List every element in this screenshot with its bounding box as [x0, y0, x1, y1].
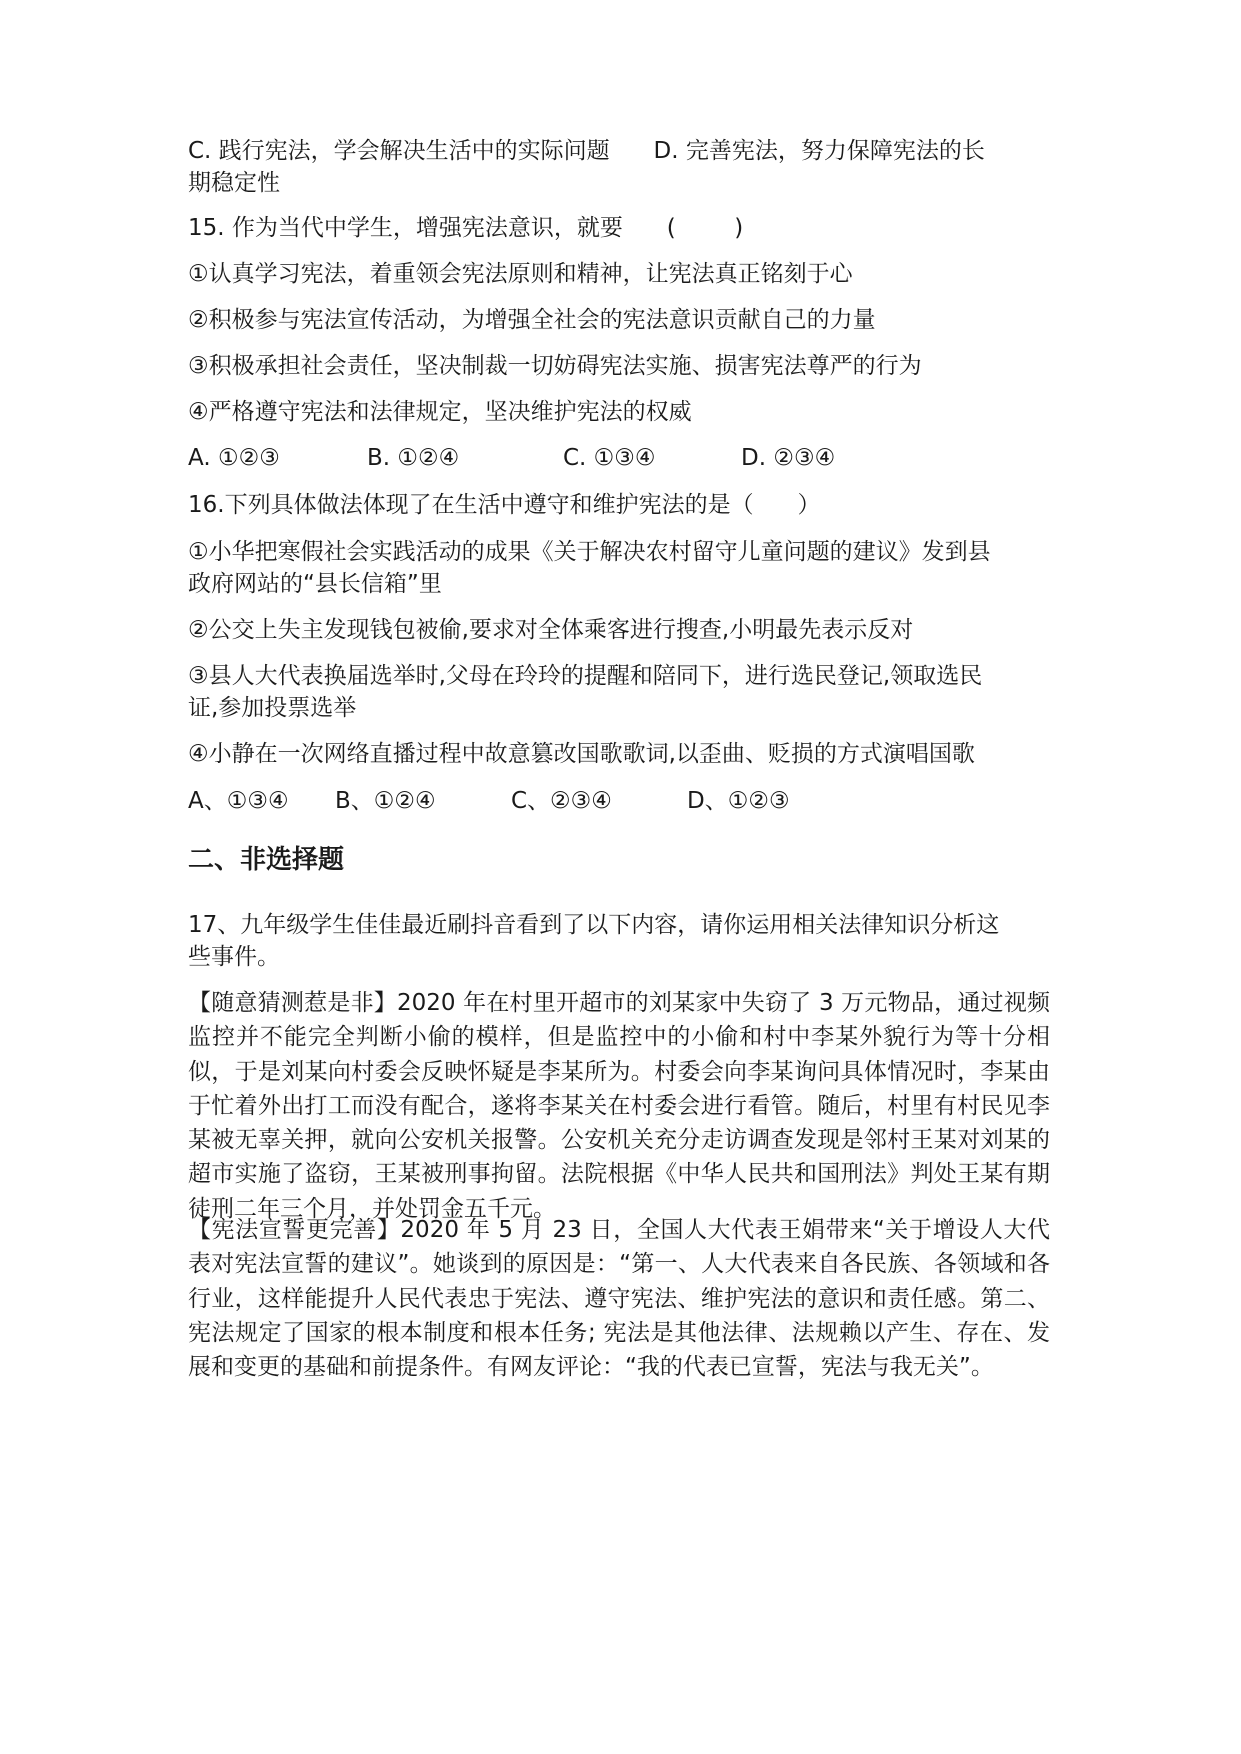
q16-item-3-line-2: 证,参加投票选举 — [188, 695, 357, 721]
q16-option-b: B、①②④ — [335, 788, 436, 814]
q17-stem-line-1: 17、九年级学生佳佳最近刷抖音看到了以下内容，请你运用相关法律知识分析这 — [188, 912, 1000, 938]
q16-stem: 16.下列具体做法体现了在生活中遵守和维护宪法的是（ ） — [188, 492, 821, 518]
section-heading-non-choice: 二、非选择题 — [188, 845, 345, 875]
q16-item-3-line-1: ③县人大代表换届选举时,父母在玲玲的提醒和陪同下，进行选民登记,领取选民 — [188, 663, 983, 689]
q16-item-2: ②公交上失主发现钱包被偷,要求对全体乘客进行搜查,小明最先表示反对 — [188, 617, 914, 643]
q14-option-line-2: 期稳定性 — [188, 170, 280, 196]
q15-option-c: C. ①③④ — [563, 445, 656, 471]
q15-stem: 15. 作为当代中学生，增强宪法意识，就要 ( ) — [188, 215, 744, 241]
q17-case-1: 【随意猜测惹是非】2020 年在村里开超市的刘某家中失窃了 3 万元物品，通过视频监控并不能完全判断小偷的模样，但是监控中的小偷和村中李某外貌行为等十分相似，于是刘某向村委会反映怀疑是李某所为。村委会向李某询问具体情况时，李某由于忙着外出打工而没有配合，遂将李某关在村委会进行看管。随后，村里有村民见李某被无辜关押，就向公安机关报警。公安机关充分走访调查发现是邻村王某对刘某的超市实施了盗窃，王某被刑事拘留。法院根据《中华人民共和国刑法》判处王某有期徒刑二年三个月，并处罚金五千元。 — [188, 990, 1050, 1222]
q16-item-1-line-2: 政府网站的“县长信箱”里 — [188, 571, 442, 597]
q14-option-line-1: C. 践行宪法，学会解决生活中的实际问题 D. 完善宪法，努力保障宪法的长 — [188, 138, 985, 164]
q16-item-4: ④小静在一次网络直播过程中故意篡改国歌歌词,以歪曲、贬损的方式演唱国歌 — [188, 741, 975, 767]
q15-option-d: D. ②③④ — [741, 445, 836, 471]
q16-item-1-line-1: ①小华把寒假社会实践活动的成果《关于解决农村留守儿童问题的建议》发到县 — [188, 539, 991, 565]
q15-item-1: ①认真学习宪法，着重领会宪法原则和精神，让宪法真正铭刻于心 — [188, 261, 853, 287]
q15-option-b: B. ①②④ — [367, 445, 460, 471]
q16-option-c: C、②③④ — [511, 788, 612, 814]
q17-stem-line-2: 些事件。 — [188, 944, 280, 970]
q15-item-2: ②积极参与宪法宣传活动，为增强全社会的宪法意识贡献自己的力量 — [188, 307, 876, 333]
q15-item-4: ④严格遵守宪法和法律规定，坚决维护宪法的权威 — [188, 399, 692, 425]
q16-option-a: A、①③④ — [188, 788, 289, 814]
q15-option-a: A. ①②③ — [188, 445, 280, 471]
q16-option-d: D、①②③ — [687, 788, 790, 814]
q17-case-2: 【宪法宣誓更完善】2020 年 5 月 23 日，全国人大代表王娟带来“关于增设人大代表对宪法宣誓的建议”。她谈到的原因是：“第一、人大代表来自各民族、各领域和各行业，这样能提升人民代表忠于宪法、遵守宪法、维护宪法的意识和责任感。第二、宪法规定了国家的根本制度和根本任务; 宪法是其他法律、法规赖以产生、存在、发展和变更的基础和前提条件。有网友评论：“我的代表已宣誓，宪法与我无关”。 — [188, 1217, 1050, 1381]
q15-item-3: ③积极承担社会责任，坚决制裁一切妨碍宪法实施、损害宪法尊严的行为 — [188, 353, 922, 379]
